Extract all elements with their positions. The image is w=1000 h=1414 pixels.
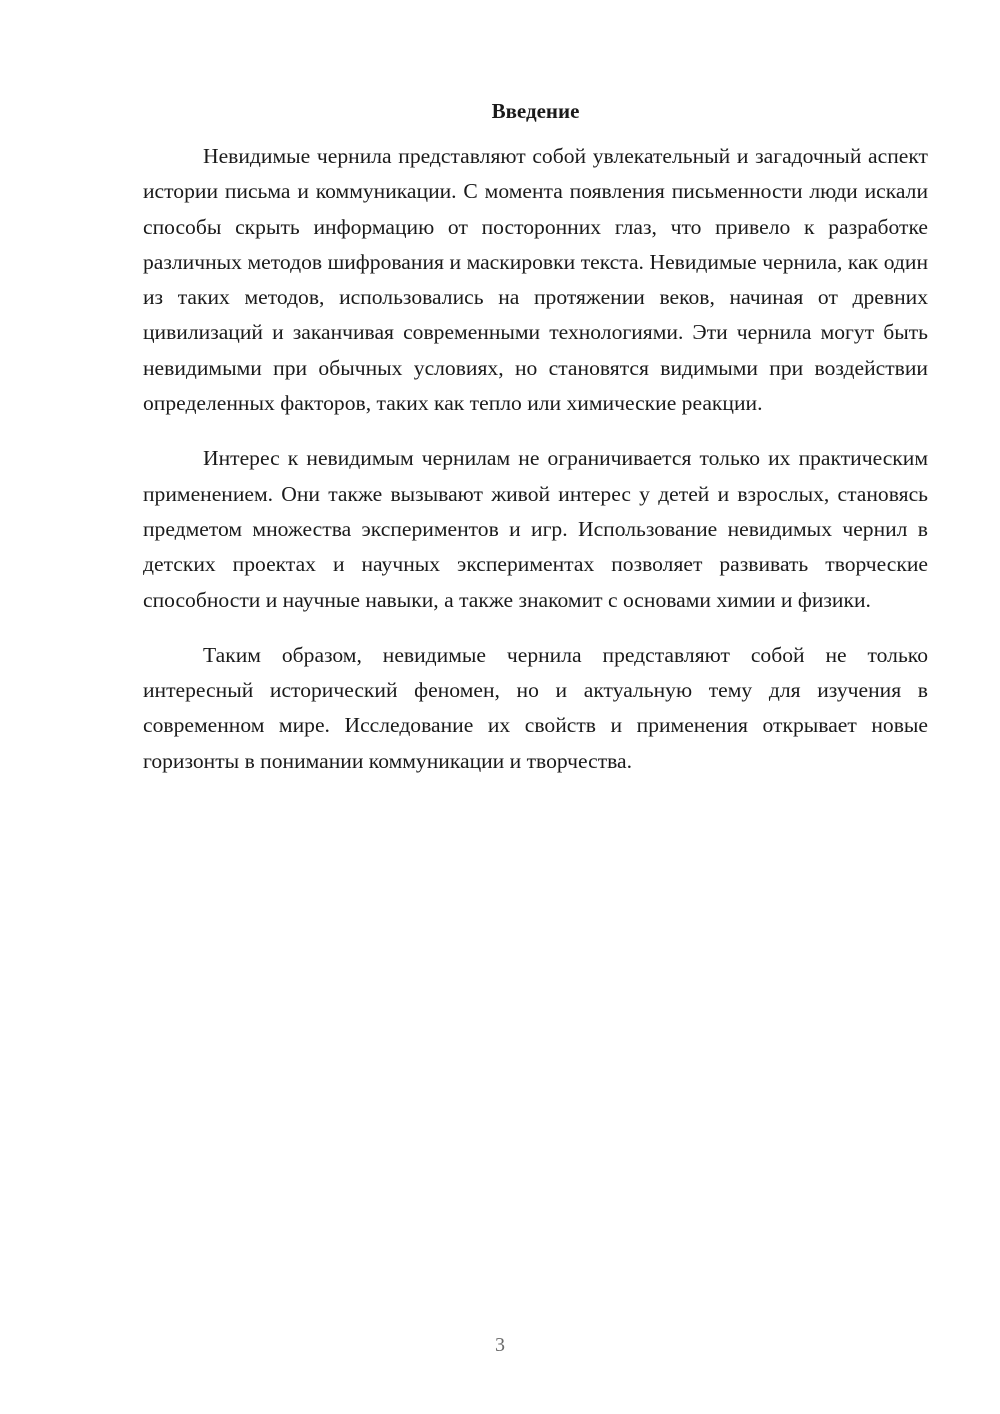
page-content xyxy=(143,94,928,799)
paragraph-intro: Невидимые чернила представляют собой увлекательный и загадочный аспект истории письма и коммуникации. С момента появления письменности люди искали способы скрыть информацию от посторонних глаз, что привело к разработке различных методов шифрования и маскировки текста. Невидимые чернила, как один из таких методов, использовались на протяжении веков, начиная от древних цивилизаций и заканчивая современными технологиями. Эти чернила могут быть невидимыми при обычных условиях, но становятся видимыми при воздействии определенных факторов, таких как тепло или химические реакции. xyxy=(143,144,928,416)
paragraph-interest: Интерес к невидимым чернилам не ограничивается только их практическим применением. Они также вызывают живой интерес у детей и взрослых, становясь предметом множества экспериментов и игр. Использование невидимых чернил в детских проектах и научных экспериментах позволяет развивать творческие способности и научные навыки, а также знакомит с основами химии и физики. xyxy=(143,446,928,612)
paragraph-conclusion: Таким образом, невидимые чернила представляют собой не только интересный исторический феномен, но и актуальную тему для изучения в современном мире. Исследование их свойств и применения открывает новые горизонты в понимании коммуникации и творчества. xyxy=(143,642,928,773)
section-heading: Введение xyxy=(491,99,580,123)
page-number: 3 xyxy=(495,1334,505,1356)
